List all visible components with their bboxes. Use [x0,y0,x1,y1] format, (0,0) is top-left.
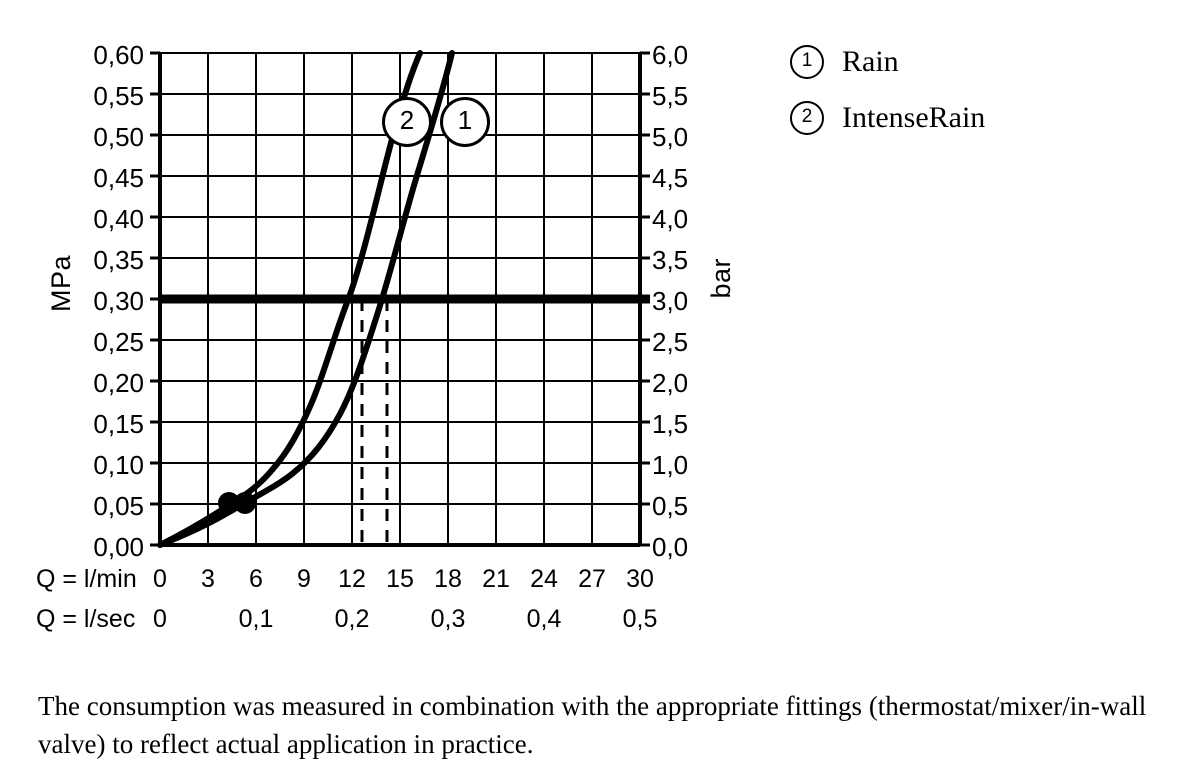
x-tick-lsec-1: 0,1 [238,605,274,633]
x-tick-lsec-3: 0,3 [430,605,466,633]
x-tick-lmin-2: 6 [249,565,263,593]
legend-marker-1-icon: 1 [790,45,824,79]
y-tick-right-7: 2,5 [652,327,689,357]
x-tick-lmin-0: 0 [153,565,167,593]
y-tick-left-7: 0,25 [93,327,144,357]
x-tick-lmin-7: 21 [482,565,510,593]
y-tick-left-1: 0,55 [93,81,144,111]
y-tick-right-3: 4,5 [652,163,689,193]
y-tick-left-12: 0,00 [93,532,144,562]
x-tick-lmin-8: 24 [530,565,558,593]
y-tick-right-6: 3,0 [652,286,689,316]
y-tick-left-5: 0,35 [93,245,144,275]
y-tick-left-9: 0,15 [93,409,144,439]
x-tick-lsec-4: 0,4 [526,605,562,633]
callout-intenserain: 2 [382,97,432,147]
y-tick-left-0: 0,60 [93,40,144,70]
y-axis-label-mpa: MPa [46,255,76,313]
x-tick-lsec-0: 0 [153,605,167,633]
y-tick-right-5: 3,5 [652,245,689,275]
y-tick-right-8: 2,0 [652,368,689,398]
y-tick-left-2: 0,50 [93,122,144,152]
x-tick-lsec-2: 0,2 [334,605,370,633]
x-tick-lmin-4: 12 [338,565,366,593]
x-tick-lmin-1: 3 [201,565,215,593]
y-tick-left-4: 0,40 [93,204,144,234]
legend-item-intenserain [790,101,1170,135]
footnote-text: The consumption was measured in combination with the appropriate fittings (thermostat/mixer/in-wall valve) to reflect actual application in practice. [38,691,1147,760]
y-tick-right-9: 1,5 [652,409,689,439]
y-tick-right-4: 4,0 [652,204,689,234]
y-tick-right-0: 6,0 [652,40,689,70]
legend-marker-2-icon: 2 [790,101,824,135]
legend-label-rain: Rain [842,45,899,78]
y-tick-right-11: 0,5 [652,491,689,521]
y-tick-left-8: 0,20 [93,368,144,398]
y-tick-right-1: 5,5 [652,81,689,111]
x-axis-caption-lsec: Q = l/sec [36,605,136,633]
y-tick-right-2: 5,0 [652,122,689,152]
callout-rain: 1 [440,97,490,147]
y-tick-left-6: 0,30 [93,286,144,316]
marker-point-rain [234,492,256,514]
chart-legend [790,45,1170,157]
y-tick-right-10: 1,0 [652,450,689,480]
x-axis-caption-lmin: Q = l/min [36,565,137,593]
x-tick-lmin-6: 18 [434,565,462,593]
x-tick-lmin-9: 27 [578,565,606,593]
x-tick-lmin-5: 15 [386,565,414,593]
x-tick-lmin-10: 30 [626,565,654,593]
legend-item-rain [790,45,1170,79]
legend-label-intenserain: IntenseRain [842,101,986,134]
y-tick-right-12: 0,0 [652,532,689,562]
y-tick-left-3: 0,45 [93,163,144,193]
y-tick-left-11: 0,05 [93,491,144,521]
y-axis-label-bar: bar [706,258,736,299]
y-tick-left-10: 0,10 [93,450,144,480]
x-tick-lsec-5: 0,5 [622,605,658,633]
x-tick-lmin-3: 9 [297,565,311,593]
